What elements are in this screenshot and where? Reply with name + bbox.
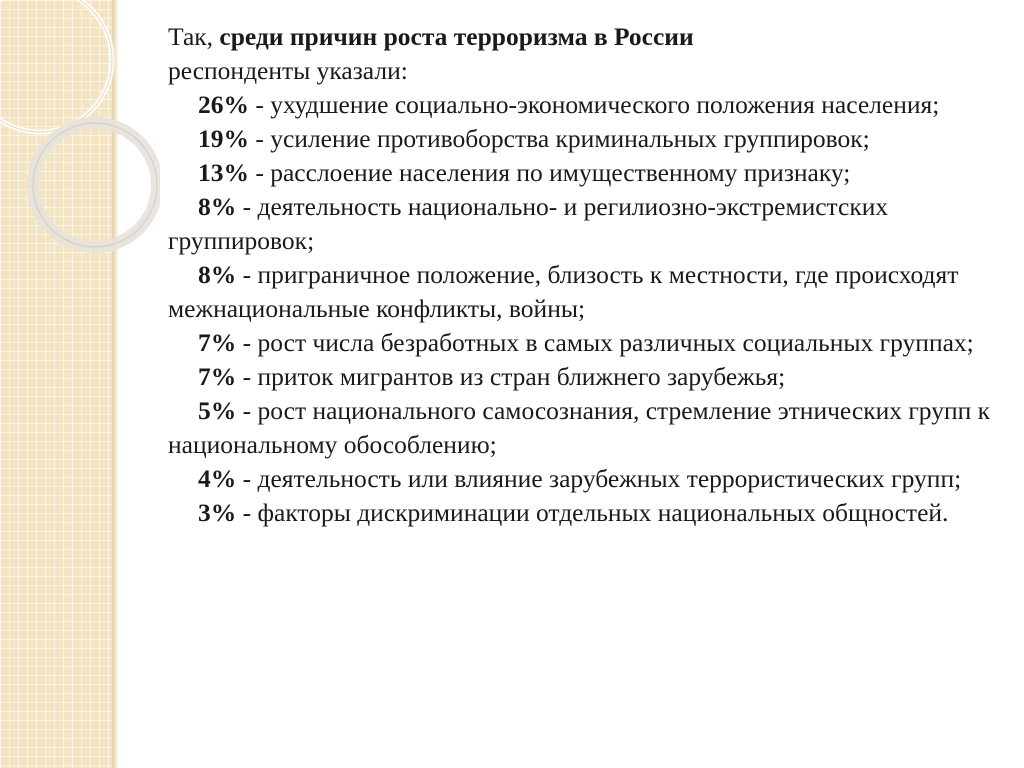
item-percent: 26% [198,90,249,119]
item-percent: 7% [198,328,237,357]
intro-prefix: Так, [168,22,214,51]
item-percent: 5% [198,396,237,425]
item-text: - приграничное положение, близость к местности, где происходят межнациональные конфликты, войны; [168,260,959,323]
item-percent: 13% [198,158,249,187]
item-text: - деятельность или влияние зарубежных террористических групп; [242,464,962,493]
item-text: - расслоение населения по имущественному признаку; [255,158,851,187]
item-percent: 19% [198,124,249,153]
list-item [168,462,998,496]
item-text: - факторы дискриминации отдельных национальных общностей. [242,498,949,527]
item-percent: 3% [198,498,237,527]
list-item [168,156,998,190]
panel-edge-shadow [112,0,118,768]
item-text: - рост национального самосознания, стремление этнических групп к национальному обособлению; [168,396,991,459]
intro-rest: респонденты указали: [168,56,408,85]
list-item [168,88,998,122]
item-percent: 4% [198,464,237,493]
slide-text [168,20,998,530]
item-text: - усиление противоборства криминальных группировок; [255,124,870,153]
decorative-grid-panel [0,0,112,768]
list-item [168,496,998,530]
item-text: - деятельность национально- и регилиозно-экстремистских группировок; [168,192,889,255]
item-percent: 8% [198,192,237,221]
intro-bold-phrase: среди причин роста терроризма в России [219,22,694,51]
list-item [168,326,998,360]
item-percent: 7% [198,362,237,391]
item-percent: 8% [198,260,237,289]
list-item [168,394,998,462]
list-item [168,360,998,394]
intro-paragraph [168,20,998,88]
list-item [168,190,998,258]
list-item [168,258,998,326]
list-item [168,122,998,156]
item-text: - рост числа безработных в самых различных социальных группах; [242,328,974,357]
item-text: - приток мигрантов из стран ближнего зарубежья; [242,362,786,391]
item-text: - ухудшение социально-экономического положения населения; [255,90,940,119]
